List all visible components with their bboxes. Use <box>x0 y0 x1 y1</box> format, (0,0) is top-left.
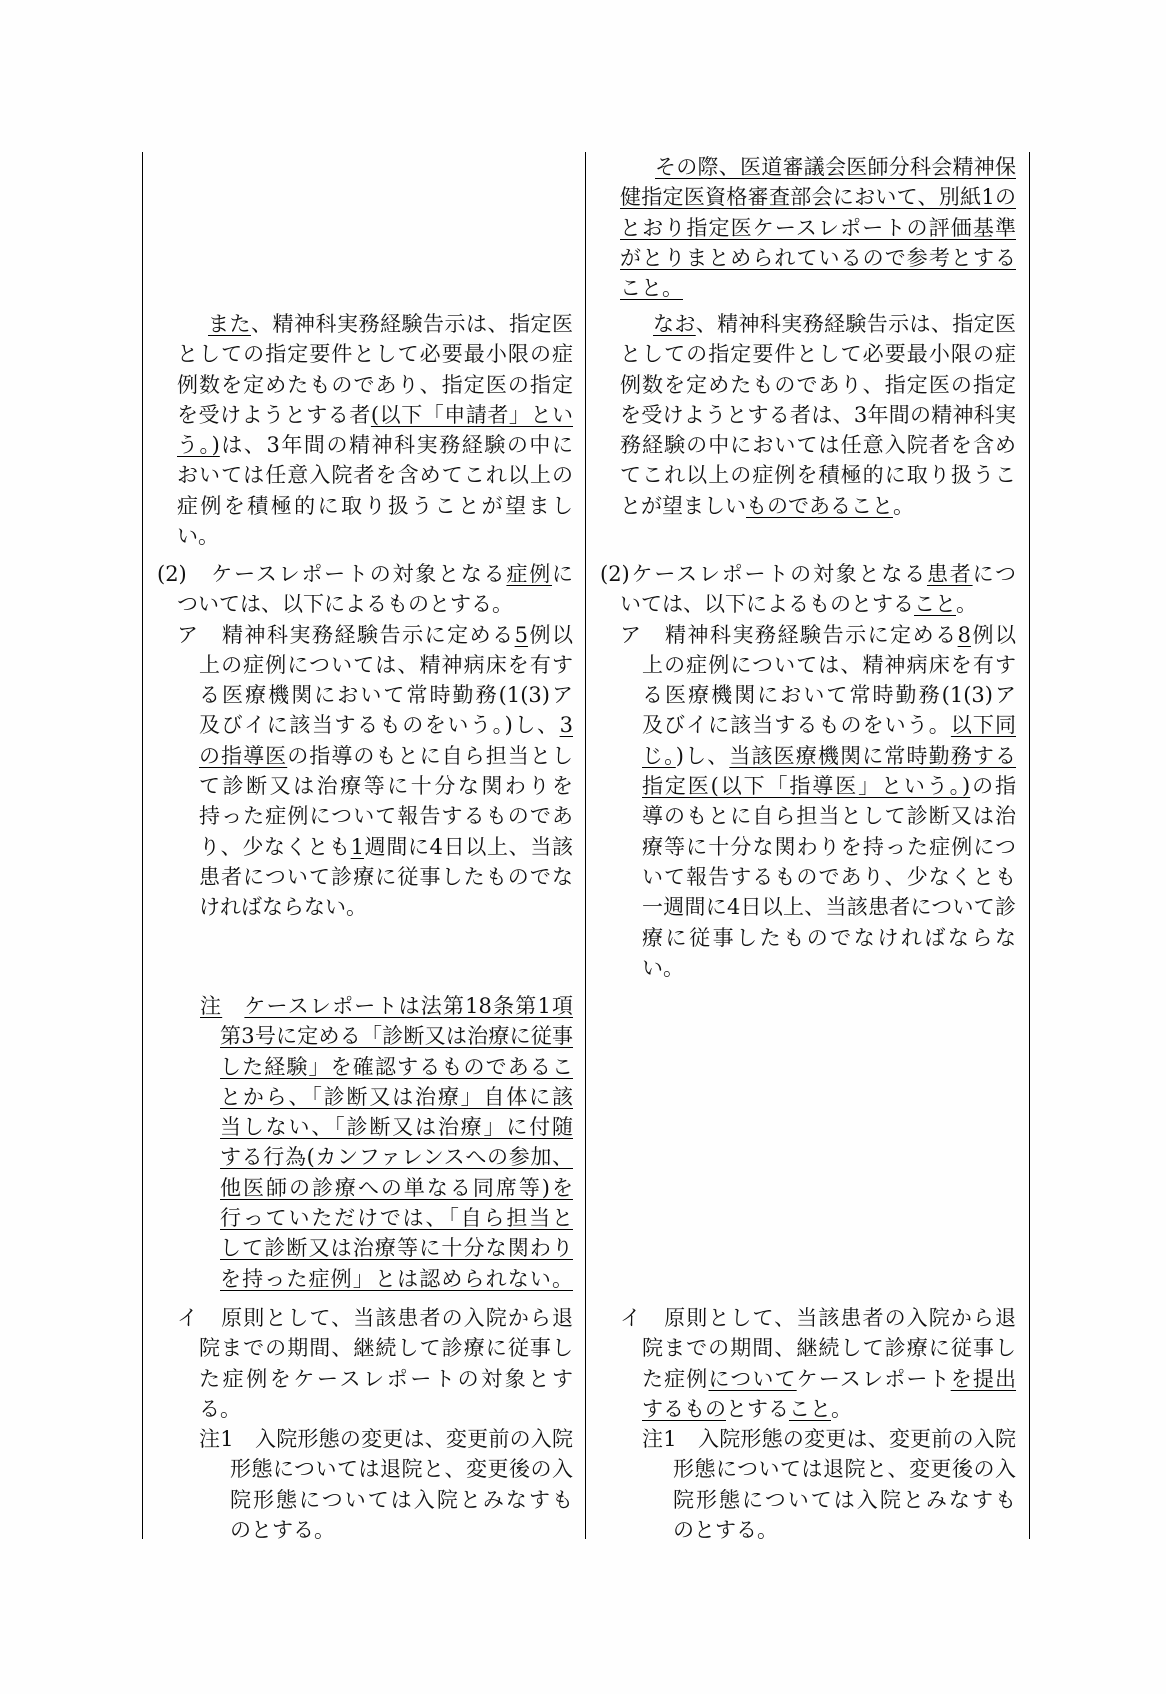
text-segment: としての指定要件として必要最小限の症 <box>620 342 1016 367</box>
text-line <box>620 243 1016 273</box>
right-item-i <box>620 1303 1016 1545</box>
text-segment: ければならない。 <box>199 895 367 920</box>
text-segment: の指導のもとに自ら担当とし <box>287 743 573 768</box>
right-section-2 <box>600 559 1017 983</box>
text-segment: 一週間に4日以上、当該患者について診 <box>642 895 1016 920</box>
text-line <box>199 892 573 922</box>
text-line <box>220 1082 573 1112</box>
amended-text: う。) <box>177 433 220 458</box>
text-line <box>642 801 1016 831</box>
amended-text: ケースレポートは法第18条第1項 <box>244 994 573 1018</box>
text-line <box>673 1454 1016 1484</box>
text-line <box>620 370 1016 400</box>
text-line <box>177 460 573 490</box>
note-heading-line <box>200 991 573 1021</box>
text-line <box>620 460 1016 490</box>
text-line <box>220 1203 573 1233</box>
text-line <box>620 430 1016 460</box>
text-line <box>199 741 573 771</box>
text-segment: 週間に4日以上、当該 <box>364 834 573 859</box>
text-segment: 持った症例について報告するものであ <box>199 804 573 829</box>
amended-text: こと <box>789 1396 831 1421</box>
text-line <box>673 1485 1016 1515</box>
text-line <box>230 1515 573 1545</box>
left-section-2 <box>157 559 574 923</box>
text-segment: を受けようとする者は、3年間の精神科実 <box>620 402 1016 427</box>
amended-text: その際、医道審議会医師分科会精神保 <box>655 155 1016 179</box>
amended-text: なお <box>653 312 696 336</box>
text-line <box>230 1485 573 1515</box>
text-segment: 。 <box>893 493 914 518</box>
text-segment: 上の症例については、精神病床を有す <box>199 652 573 677</box>
text-line <box>199 1364 573 1394</box>
text-segment: 形態については退院と、変更後の入 <box>673 1457 1016 1482</box>
text-segment: のとする。 <box>230 1518 335 1543</box>
text-line <box>220 1173 573 1203</box>
text-segment: 務経験の中においては任意入院者を含め <box>620 433 1016 458</box>
amended-text: 1 <box>350 834 365 859</box>
text-line <box>199 650 573 680</box>
text-segment: ア 精神科実務経験告示に定める <box>177 622 515 647</box>
section-heading-line <box>157 559 573 589</box>
amended-text: じ。 <box>642 743 676 768</box>
text-segment: 例以 <box>527 622 573 647</box>
text-segment: 院形態については入院とみなすも <box>230 1487 573 1512</box>
text-line <box>620 213 1016 243</box>
text-line <box>220 1112 573 1142</box>
text-segment: 導のもとに自ら担当として診断又は治 <box>642 804 1016 829</box>
amended-text: する行為(カンファレンスへの参加、 <box>220 1145 573 1170</box>
text-line <box>199 680 573 710</box>
text-line <box>220 1021 573 1051</box>
text-line <box>177 339 573 369</box>
left-paragraph-mata <box>177 309 573 551</box>
text-line <box>199 1333 573 1363</box>
amended-text: を提出 <box>950 1366 1017 1391</box>
text-line <box>220 1264 573 1294</box>
amended-text: また <box>208 312 251 336</box>
text-line <box>620 589 1016 619</box>
table-column-divider <box>585 152 586 1539</box>
amended-text: ものであること <box>746 493 893 518</box>
text-line <box>642 741 1016 771</box>
text-line <box>177 491 573 521</box>
text-segment: 。 <box>831 1396 852 1421</box>
text-segment: イ 原則として、当該患者の入院から退 <box>620 1306 1016 1330</box>
amended-text: とおり指定医ケースレポートの評価基準 <box>620 215 1016 240</box>
text-segment: を受けようとする者 <box>177 402 371 427</box>
text-line <box>199 832 573 862</box>
text-line <box>177 589 573 619</box>
item-i-line <box>177 1303 573 1333</box>
amended-text: 指定医(以下「指導医」という。) <box>642 774 971 799</box>
text-segment: (2)ケースレポートの対象となる <box>600 562 927 586</box>
amended-text: 症例 <box>506 562 553 586</box>
text-line <box>230 1454 573 1484</box>
left-item-i <box>177 1303 573 1545</box>
text-line <box>220 1233 573 1263</box>
text-segment: る。 <box>199 1396 241 1421</box>
text-segment: とする <box>726 1396 789 1421</box>
text-line <box>199 1394 573 1424</box>
text-line <box>642 1333 1016 1363</box>
text-segment: いては、以下によるものとする <box>620 592 914 617</box>
amended-text: 行っていただけでは、「自ら担当と <box>220 1206 573 1231</box>
text-segment: の指 <box>970 774 1016 799</box>
amended-text: 以下同 <box>950 713 1016 738</box>
text-segment: 院形態については入院とみなすも <box>673 1487 1016 1512</box>
text-segment: 及びイに該当するものをいう。)し、 <box>199 713 560 738</box>
text-line <box>642 892 1016 922</box>
amended-text: (以下「申請者」とい <box>370 402 573 427</box>
text-line <box>642 771 1016 801</box>
text-line <box>208 309 573 339</box>
amended-text: 5 <box>514 622 528 647</box>
right-paragraph-sonosai <box>620 152 1016 303</box>
amended-text: 第3号に定める「診断又は治療に従事 <box>220 1024 573 1049</box>
text-line <box>620 339 1016 369</box>
item-a-line <box>177 620 573 650</box>
text-line <box>220 1142 573 1172</box>
amended-text: 3 <box>559 713 573 738</box>
text-line <box>620 400 1016 430</box>
text-line <box>642 832 1016 862</box>
text-segment: 形態については退院と、変更後の入 <box>230 1457 573 1482</box>
text-segment: 例数を定めたものであり、指定医の指定 <box>177 372 573 397</box>
text-segment: ア 精神科実務経験告示に定める <box>620 622 958 647</box>
text-segment: 例以 <box>970 622 1016 647</box>
text-segment: イ 原則として、当該患者の入院から退 <box>177 1306 573 1330</box>
text-segment: ケースレポート <box>796 1366 951 1391</box>
text-line <box>177 430 573 460</box>
text-segment: のとする。 <box>673 1518 778 1543</box>
text-line <box>620 182 1016 212</box>
text-segment: た症例 <box>642 1366 709 1391</box>
text-segment: 例数を定めたものであり、指定医の指定 <box>620 372 1016 397</box>
amended-text: の指導医 <box>199 743 288 768</box>
text-line <box>642 953 1016 983</box>
text-segment: い。 <box>642 955 684 980</box>
section-heading-line <box>600 559 1016 589</box>
text-segment: 。 <box>956 592 977 617</box>
text-segment: (2) ケースレポートの対象となる <box>157 562 507 586</box>
text-segment: とが望ましい <box>620 493 746 518</box>
amended-text: がとりまとめられているので参考とする <box>620 245 1016 270</box>
text-segment: て診断又は治療等に十分な関わりを <box>199 774 573 799</box>
text-segment: いて報告するものであり、少なくとも <box>642 864 1016 889</box>
left-note <box>177 991 573 1294</box>
amended-text: について <box>708 1366 797 1391</box>
text-segment: る医療機関において常時勤務(1(3)ア <box>642 683 1016 708</box>
text-line <box>642 710 1016 740</box>
text-segment: 注1 入院形態の変更は、変更前の入院 <box>642 1427 1016 1452</box>
text-segment: 、精神科実務経験告示は、指定医 <box>251 312 573 336</box>
text-segment: おいては任意入院者を含めてこれ以上の <box>177 463 573 488</box>
text-segment <box>222 994 244 1018</box>
text-segment: た症例をケースレポートの対象とす <box>199 1366 573 1391</box>
text-line <box>199 862 573 892</box>
text-line <box>642 862 1016 892</box>
item-i-line <box>620 1303 1016 1333</box>
text-line <box>620 273 1016 303</box>
text-line <box>177 400 573 430</box>
text-line <box>642 680 1016 710</box>
text-line <box>199 771 573 801</box>
text-segment: 院までの期間、継続して診療に従事し <box>642 1336 1016 1361</box>
note-1-line <box>199 1424 573 1454</box>
text-segment: 症例を積極的に取り扱うことが望まし <box>177 493 573 518</box>
amended-text: 患者 <box>926 562 973 586</box>
text-segment: 及びイに該当するものをいう。 <box>642 713 951 738</box>
text-line <box>220 1052 573 1082</box>
text-segment: 療に従事したものでなければならな <box>642 925 1016 950</box>
table-right-border <box>1029 152 1030 1539</box>
text-segment: 上の症例については、精神病床を有す <box>642 652 1016 677</box>
amended-text: 健指定医資格審査部会において、別紙1の <box>620 185 1016 210</box>
text-line <box>199 710 573 740</box>
text-line <box>642 1394 1016 1424</box>
text-segment: る医療機関において常時勤務(1(3)ア <box>199 683 573 708</box>
text-line <box>673 1515 1016 1545</box>
amended-text: した経験」を確認するものであるこ <box>220 1054 573 1079</box>
amended-text: を持った症例」とは認められない。 <box>220 1266 573 1291</box>
text-segment: 院までの期間、継続して診療に従事し <box>199 1336 573 1361</box>
text-segment: )し、 <box>675 743 730 768</box>
amended-text: 他医師の診療への単なる同席等)を <box>220 1175 573 1200</box>
amended-text: 当しない、「診断又は治療」に付随 <box>220 1115 573 1140</box>
amended-text: とから、「診断又は治療」自体に該 <box>220 1084 573 1109</box>
text-line <box>177 521 573 551</box>
amended-text: するもの <box>642 1396 726 1421</box>
text-segment: 注1 入院形態の変更は、変更前の入院 <box>199 1427 573 1452</box>
text-segment: 療等に十分な関わりを持った症例につ <box>642 834 1016 859</box>
text-segment: としての指定要件として必要最小限の症 <box>177 342 573 367</box>
text-line <box>642 1364 1016 1394</box>
text-line <box>177 370 573 400</box>
text-segment: 患者について診療に従事したものでな <box>199 864 573 889</box>
text-line <box>642 923 1016 953</box>
item-a-line <box>620 620 1016 650</box>
text-segment: り、少なくとも <box>199 834 351 859</box>
note-1-line <box>642 1424 1016 1454</box>
table-left-border <box>142 152 143 1539</box>
text-segment: は、3年間の精神科実務経験の中に <box>219 433 573 458</box>
amended-text: 8 <box>957 622 971 647</box>
text-segment: ついては、以下によるものとする。 <box>177 592 513 617</box>
amended-text: して診断又は治療等に十分な関わり <box>220 1236 573 1261</box>
right-paragraph-nao <box>620 309 1016 521</box>
text-segment: につ <box>972 562 1016 586</box>
amended-text: こと <box>914 592 956 617</box>
text-line <box>620 491 1016 521</box>
text-line <box>199 801 573 831</box>
text-segment: 、精神科実務経験告示は、指定医 <box>695 312 1016 336</box>
amended-text: 注 <box>200 994 223 1018</box>
text-line <box>642 650 1016 680</box>
text-line <box>655 152 1016 182</box>
text-segment: い。 <box>177 524 219 549</box>
amended-text: こと。 <box>620 276 683 301</box>
amended-text: 当該医療機関に常時勤務する <box>729 743 1017 768</box>
text-segment: に <box>552 562 574 586</box>
text-line <box>653 309 1016 339</box>
text-segment: てこれ以上の症例を積極的に取り扱うこ <box>620 463 1016 488</box>
